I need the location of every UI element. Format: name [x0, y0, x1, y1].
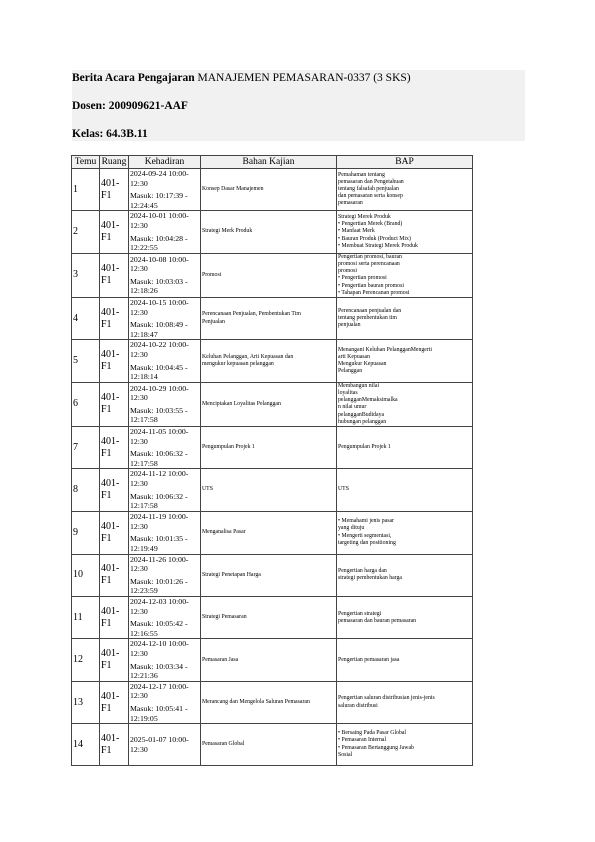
ruang-cell	[100, 597, 129, 639]
bahan-kajian-cell	[201, 297, 337, 339]
cell-line: dan pemasaran serta konsep	[338, 193, 403, 200]
cell-line: 401-	[101, 349, 120, 361]
cell-line: • Memahami jenis pasar	[338, 518, 394, 525]
cell-line: Pengumpulan Projek 1	[202, 444, 255, 451]
cell-line: pemasaran dan bauran pemasaran	[338, 617, 417, 624]
cell-line: promosi	[338, 268, 358, 275]
cell-line: Pemasaran Global	[202, 741, 245, 748]
cell-line: 2025-01-07 10:00-	[130, 735, 189, 745]
bap-cell	[337, 639, 473, 681]
col-header-temu: Temu	[72, 156, 100, 169]
cell-line: hubungan pelanggan	[338, 418, 387, 425]
kehadiran-cell	[129, 340, 201, 382]
cell-line: F1	[101, 702, 112, 714]
cell-line: Strategi Pemasaran	[202, 614, 247, 621]
bap-cell	[337, 724, 473, 766]
cell-line: Pengertian harga dan	[338, 568, 387, 575]
cell-line: • Manfaat Merk	[338, 228, 375, 235]
cell-line: 401-	[101, 220, 120, 232]
table-row	[72, 724, 473, 766]
cell-line: • Pengertian Merek (Brand)	[338, 221, 403, 228]
title-course: MANAJEMEN PEMASARAN-0337 (3 SKS)	[197, 72, 411, 84]
temu-cell: 10	[72, 554, 100, 596]
cell-line: 12:18:26	[130, 286, 158, 296]
cell-line: • Pemasaran Bertanggung Jawab	[338, 744, 414, 751]
temu-cell: 4	[72, 297, 100, 339]
cell-line: Masuk: 10:01:35 -	[130, 534, 188, 544]
cell-line: 401-	[101, 478, 120, 489]
bahan-kajian-cell	[201, 639, 337, 681]
cell-line: 12:30	[130, 436, 148, 446]
cell-line: 401-	[101, 177, 120, 189]
cell-line: F1	[101, 532, 112, 544]
cell-line: saluran distribusi	[338, 702, 378, 709]
bap-cell	[337, 253, 473, 297]
cell-line: Konsep Dasar Manajemen	[202, 186, 264, 193]
cell-line: 401-	[101, 648, 120, 660]
cell-line: pelangganBudidaya	[338, 411, 385, 418]
cell-line: 401-	[101, 563, 120, 575]
kehadiran-cell	[129, 297, 201, 339]
kehadiran-cell	[129, 382, 201, 426]
cell-line: targeting dan positioning	[338, 539, 396, 546]
cell-line: 12:19:05	[130, 713, 158, 723]
table-row	[72, 681, 473, 723]
bahan-kajian-cell	[201, 724, 337, 766]
cell-line: 12:22:55	[130, 243, 158, 253]
cell-line: mengukur kepuasan pelanggan	[202, 361, 274, 368]
kehadiran-cell	[129, 639, 201, 681]
cell-line: promosi serta perencanaan	[338, 260, 400, 267]
dosen-line: Dosen: 200909621-AAF	[72, 100, 188, 112]
bap-cell	[337, 211, 473, 253]
cell-line: F1	[101, 404, 112, 416]
cell-line: Menangani Keluhan PelangganMengerti	[338, 346, 433, 353]
kehadiran-cell	[129, 554, 201, 596]
table-row	[72, 211, 473, 253]
kehadiran-cell	[129, 469, 201, 511]
bahan-kajian-cell	[201, 253, 337, 297]
cell-line: 12:17:58	[130, 501, 158, 511]
cell-line: pelangganMemaksimalka	[338, 397, 398, 404]
cell-line: 12:30	[130, 220, 148, 230]
cell-line: F1	[101, 490, 112, 501]
ruang-cell	[100, 469, 129, 511]
ruang-cell	[100, 211, 129, 253]
cell-line: Masuk: 10:03:34 -	[130, 661, 188, 671]
ruang-cell	[100, 382, 129, 426]
kehadiran-cell	[129, 211, 201, 253]
cell-line: Masuk: 10:06:32 -	[130, 449, 188, 459]
cell-line: Pelanggan	[338, 368, 363, 375]
cell-line: n nilai umur	[338, 404, 367, 411]
cell-line: pemasaran dan Pengetahuan	[338, 178, 404, 185]
cell-line: Masuk: 10:01:26 -	[130, 576, 188, 586]
bahan-kajian-cell	[201, 469, 337, 511]
ruang-cell	[100, 340, 129, 382]
cell-line: 12:17:58	[130, 458, 158, 468]
cell-line: Masuk: 10:03:03 -	[130, 276, 188, 286]
cell-line: 2024-12-03 10:00-	[130, 597, 189, 607]
cell-line: 12:30	[130, 521, 148, 531]
bap-cell	[337, 597, 473, 639]
cell-line: tentang pembentukan tim	[338, 315, 397, 322]
bap-table	[71, 155, 473, 766]
cell-line: Penjualan	[202, 318, 225, 325]
cell-line: 12:30	[130, 307, 148, 317]
cell-line: Masuk: 10:08:49 -	[130, 320, 188, 330]
cell-line: 12:30	[130, 178, 148, 188]
cell-line: 2024-11-19 10:00-	[130, 512, 189, 521]
bap-cell	[337, 169, 473, 211]
cell-line: Masuk: 10:03:55 -	[130, 405, 188, 415]
col-header-ruang: Ruang	[100, 156, 129, 169]
temu-cell: 12	[72, 639, 100, 681]
cell-line: 12:18:47	[130, 329, 158, 339]
cell-line: Mengukur Kepuasan	[338, 361, 387, 368]
table-row	[72, 297, 473, 339]
cell-line: Pemasaran Jasa	[202, 656, 239, 663]
cell-line: Strategi Penetapan Harga	[202, 571, 261, 578]
cell-line: Masuk: 10:05:41 -	[130, 704, 188, 713]
cell-line: 2024-11-05 10:00-	[130, 426, 189, 436]
cell-line: 2024-10-29 10:00-	[130, 383, 189, 393]
cell-line: Pengumpulan Projek 1	[338, 444, 391, 451]
cell-line: 401-	[101, 306, 120, 318]
cell-line: 12:23:59	[130, 586, 158, 596]
cell-line: arti Kepuasan	[338, 353, 371, 360]
cell-line: Strategi Merk Produk	[202, 228, 253, 235]
cell-line: F1	[101, 275, 112, 287]
page-title	[72, 72, 411, 84]
cell-line: Perencanaan penjualan dan	[338, 307, 402, 314]
cell-line: 12:30	[130, 393, 148, 403]
bap-cell	[337, 681, 473, 723]
cell-line: 12:30	[130, 264, 148, 274]
cell-line: 12:30	[130, 744, 148, 754]
cell-line: F1	[101, 744, 112, 756]
cell-line: 2024-11-26 10:00-	[130, 554, 189, 564]
cell-line: loyalitas	[338, 389, 358, 396]
cell-line: pemasaran	[338, 200, 363, 207]
temu-cell: 8	[72, 469, 100, 511]
kelas-line: Kelas: 64.3B.11	[72, 128, 148, 140]
temu-cell: 9	[72, 511, 100, 554]
cell-line: Masuk: 10:17:39 -	[130, 191, 188, 201]
cell-line: 12:30	[130, 478, 148, 488]
cell-line: F1	[101, 447, 112, 459]
title-prefix: Berita Acara Pengajaran	[72, 72, 195, 84]
table-header-row	[72, 156, 473, 169]
temu-cell: 2	[72, 211, 100, 253]
ruang-cell	[100, 426, 129, 468]
cell-line: Promosi	[202, 271, 222, 278]
cell-line: Masuk: 10:04:28 -	[130, 233, 188, 243]
cell-line: Masuk: 10:05:42 -	[130, 619, 188, 629]
col-header-bap: BAP	[337, 156, 473, 169]
cell-line: Menciptakan Loyalitas Pelanggan	[202, 400, 281, 407]
cell-line: Masuk: 10:04:45 -	[130, 362, 188, 372]
bahan-kajian-cell	[201, 511, 337, 554]
bahan-kajian-cell	[201, 382, 337, 426]
bap-cell	[337, 511, 473, 554]
bap-cell	[337, 426, 473, 468]
cell-line: Merancang dan Mengelola Saluran Pemasaran	[202, 698, 310, 705]
cell-line: Pemahaman tentang	[338, 171, 385, 178]
cell-line: Strategi Merek Produk	[338, 214, 391, 221]
kehadiran-cell	[129, 681, 201, 723]
cell-line: 12:21:36	[130, 671, 158, 681]
cell-line: Sosial	[338, 751, 353, 758]
kehadiran-cell	[129, 511, 201, 554]
cell-line: 401-	[101, 690, 120, 702]
cell-line: 12:30	[130, 606, 148, 616]
bahan-kajian-cell	[201, 554, 337, 596]
cell-line: • Pengertian bauran promosi	[338, 282, 404, 289]
kehadiran-cell	[129, 169, 201, 211]
bap-cell	[337, 469, 473, 511]
ruang-cell	[100, 724, 129, 766]
cell-line: • Bersaing Pada Pasar Global	[338, 730, 407, 737]
cell-line: 12:17:58	[130, 415, 158, 425]
cell-line: UTS	[202, 486, 213, 493]
cell-line: 2024-10-15 10:00-	[130, 297, 189, 307]
cell-line: 2024-11-12 10:00-	[130, 469, 189, 479]
bap-cell	[337, 297, 473, 339]
bahan-kajian-cell	[201, 426, 337, 468]
cell-line: Menganalisa Pasar	[202, 529, 246, 536]
temu-cell: 1	[72, 169, 100, 211]
cell-line: 12:19:49	[130, 543, 158, 553]
cell-line: 2024-12-17 10:00-	[130, 681, 189, 691]
cell-line: 401-	[101, 263, 120, 275]
table-row	[72, 554, 473, 596]
cell-line: Membangun nilai	[338, 382, 380, 389]
table-row	[72, 426, 473, 468]
cell-line: penjualan	[338, 322, 361, 329]
cell-line: 2024-10-08 10:00-	[130, 254, 189, 264]
cell-line: F1	[101, 660, 112, 672]
temu-cell: 13	[72, 681, 100, 723]
cell-line: 401-	[101, 732, 120, 744]
table-row	[72, 469, 473, 511]
temu-cell: 6	[72, 382, 100, 426]
cell-line: 12:30	[130, 349, 148, 359]
cell-line: F1	[101, 189, 112, 201]
cell-line: • Mengerti segmentasi,	[338, 532, 392, 539]
bahan-kajian-cell	[201, 211, 337, 253]
table-row	[72, 253, 473, 297]
cell-line: Perencanaan Penjualan, Pembentukan Tim	[202, 311, 301, 318]
kehadiran-cell	[129, 253, 201, 297]
temu-cell: 11	[72, 597, 100, 639]
cell-line: Pengertian promosi, bauran	[338, 253, 402, 260]
cell-line: F1	[101, 361, 112, 373]
ruang-cell	[100, 169, 129, 211]
bahan-kajian-cell	[201, 340, 337, 382]
cell-line: 401-	[101, 435, 120, 447]
col-header-kehadiran: Kehadiran	[129, 156, 201, 169]
cell-line: Pengertian saluran distribusian jenis-jenis	[338, 695, 435, 702]
ruang-cell	[100, 554, 129, 596]
cell-line: F1	[101, 575, 112, 587]
cell-line: Keluhan Pelanggan, Arti Kepuasan dan	[202, 353, 294, 360]
bahan-kajian-cell	[201, 169, 337, 211]
cell-line: Pengertian strategi	[338, 610, 382, 617]
cell-line: • Membuat Strategi Merek Produk	[338, 242, 418, 249]
temu-cell: 3	[72, 253, 100, 297]
bap-cell	[337, 554, 473, 596]
cell-line: 12:18:14	[130, 372, 158, 382]
ruang-cell	[100, 681, 129, 723]
temu-cell: 14	[72, 724, 100, 766]
cell-line: • Pemasaran Internal	[338, 737, 387, 744]
cell-line: 401-	[101, 605, 120, 617]
cell-line: 2024-12-10 10:00-	[130, 639, 189, 649]
cell-line: 2024-09-24 10:00-	[130, 169, 189, 178]
cell-line: 12:30	[130, 691, 148, 701]
kehadiran-cell	[129, 597, 201, 639]
cell-line: F1	[101, 318, 112, 330]
bahan-kajian-cell	[201, 681, 337, 723]
cell-line: F1	[101, 232, 112, 244]
table-row	[72, 639, 473, 681]
cell-line: 12:24:45	[130, 200, 158, 210]
temu-cell: 5	[72, 340, 100, 382]
col-header-bahan-kajian: Bahan Kajian	[201, 156, 337, 169]
ruang-cell	[100, 639, 129, 681]
kehadiran-cell	[129, 426, 201, 468]
cell-line: 401-	[101, 520, 120, 532]
cell-line: 12:30	[130, 649, 148, 659]
ruang-cell	[100, 511, 129, 554]
temu-cell: 7	[72, 426, 100, 468]
cell-line: • Bauran Produk (Product Mix)	[338, 235, 411, 242]
table-row	[72, 340, 473, 382]
bahan-kajian-cell	[201, 597, 337, 639]
kehadiran-cell	[129, 724, 201, 766]
cell-line: 2024-10-01 10:00-	[130, 211, 189, 221]
cell-line: strategi pembentukan harga	[338, 575, 402, 582]
table-row	[72, 382, 473, 426]
cell-line: Pengertian pemasaran jasa	[338, 656, 400, 663]
cell-line: 2024-10-22 10:00-	[130, 340, 189, 350]
table-row	[72, 597, 473, 639]
cell-line: yang dituju	[338, 525, 365, 532]
cell-line: 401-	[101, 392, 120, 404]
cell-line: Masuk: 10:06:32 -	[130, 491, 188, 501]
table-row	[72, 511, 473, 554]
ruang-cell	[100, 297, 129, 339]
table-row	[72, 169, 473, 211]
cell-line: 12:16:55	[130, 628, 158, 638]
cell-line: tentang falsafah penjualan	[338, 186, 399, 193]
cell-line: UTS	[338, 486, 349, 493]
cell-line: • Tahapan Perencanan promosi	[338, 289, 410, 296]
cell-line: F1	[101, 617, 112, 629]
cell-line: • Pengertian promosi	[338, 275, 387, 282]
bap-cell	[337, 340, 473, 382]
bap-cell	[337, 382, 473, 426]
ruang-cell	[100, 253, 129, 297]
cell-line: 12:30	[130, 564, 148, 574]
